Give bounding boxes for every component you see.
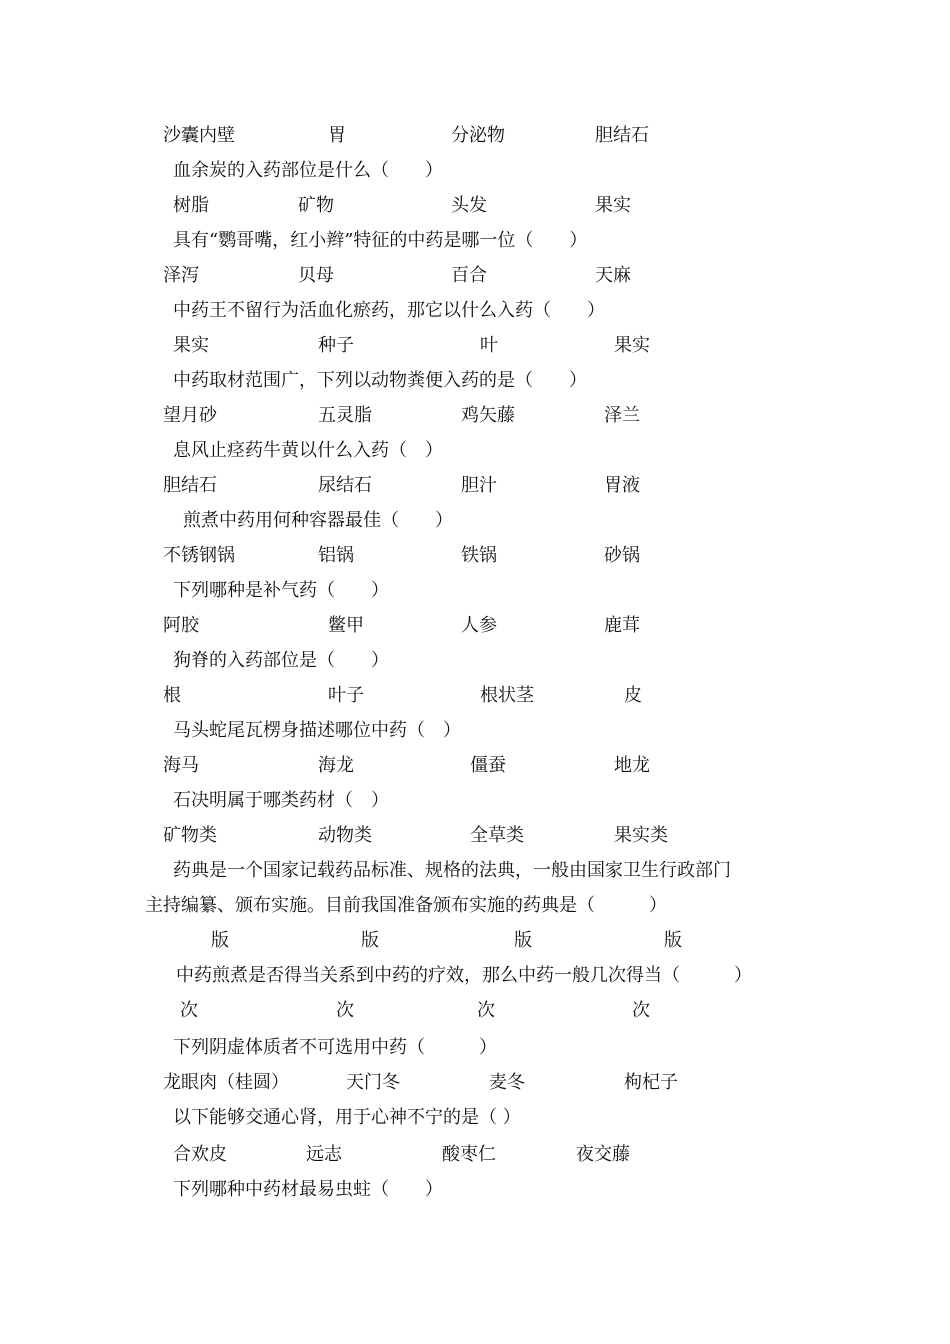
- option-a: 矿物类: [163, 825, 217, 846]
- option-d: 果实: [595, 195, 631, 216]
- option-b: 远志: [306, 1144, 342, 1165]
- option-d: 次: [632, 1000, 650, 1021]
- option-d: 版: [664, 930, 682, 951]
- option-b: 铝锅: [318, 545, 354, 566]
- question-text: 中药取材范围广，下列以动物粪便入药的是（ ）: [173, 370, 587, 391]
- option-a: 不锈钢锅: [163, 545, 235, 566]
- option-a: 次: [180, 1000, 198, 1021]
- option-d: 胆结石: [595, 125, 649, 146]
- option-b: 鳖甲: [328, 615, 364, 636]
- option-a: 泽泻: [163, 265, 199, 286]
- option-c: 叶: [480, 335, 498, 356]
- option-a: 果实: [173, 335, 209, 356]
- option-d: 果实类: [614, 825, 668, 846]
- question-text: 具有“鹦哥嘴，红小辫”特征的中药是哪一位（ ）: [173, 230, 588, 251]
- option-d: 皮: [624, 685, 642, 706]
- question-text: 血余炭的入药部位是什么（ ）: [173, 160, 443, 181]
- option-c: 次: [477, 1000, 495, 1021]
- option-b: 叶子: [328, 685, 364, 706]
- option-b: 动物类: [318, 825, 372, 846]
- option-d: 果实: [614, 335, 650, 356]
- option-c: 酸枣仁: [442, 1144, 496, 1165]
- option-d: 砂锅: [604, 545, 640, 566]
- option-c: 头发: [451, 195, 487, 216]
- option-a: 胆结石: [163, 475, 217, 496]
- option-b: 海龙: [318, 755, 354, 776]
- question-text: 马头蛇尾瓦楞身描述哪位中药（ ）: [173, 720, 461, 741]
- option-b: 矿物: [298, 195, 334, 216]
- question-text: 中药煎煮是否得当关系到中药的疗效，那么中药一般几次得当（ ）: [176, 965, 752, 986]
- option-d: 胃液: [604, 475, 640, 496]
- option-d: 天麻: [595, 265, 631, 286]
- option-c: 铁锅: [461, 545, 497, 566]
- question-text: 以下能够交通心肾，用于心神不宁的是（ ）: [173, 1107, 521, 1128]
- option-a: 树脂: [173, 195, 209, 216]
- option-d: 鹿茸: [604, 615, 640, 636]
- option-c: 分泌物: [451, 125, 505, 146]
- option-c: 版: [514, 930, 532, 951]
- option-c: 人参: [461, 615, 497, 636]
- question-text: 石决明属于哪类药材（ ）: [173, 790, 389, 811]
- option-c: 全草类: [470, 825, 524, 846]
- question-text: 中药王不留行为活血化瘀药，那它以什么入药（ ）: [173, 300, 605, 321]
- option-d: 地龙: [614, 755, 650, 776]
- question-text: 煎煮中药用何种容器最佳（ ）: [183, 510, 453, 531]
- option-b: 胃: [328, 125, 346, 146]
- question-text: 下列哪种中药材最易虫蛀（ ）: [173, 1179, 443, 1200]
- option-c: 百合: [451, 265, 487, 286]
- option-a: 海马: [163, 755, 199, 776]
- option-b: 种子: [318, 335, 354, 356]
- option-a: 根: [163, 685, 181, 706]
- option-c: 僵蚕: [470, 755, 506, 776]
- question-text: 息风止痉药牛黄以什么入药（ ）: [173, 440, 443, 461]
- option-b: 次: [336, 1000, 354, 1021]
- option-b: 五灵脂: [318, 405, 372, 426]
- option-b: 尿结石: [318, 475, 372, 496]
- option-a: 沙囊内壁: [163, 125, 235, 146]
- option-a: 望月砂: [163, 405, 217, 426]
- option-c: 胆汁: [461, 475, 497, 496]
- option-b: 贝母: [298, 265, 334, 286]
- option-a: 龙眼肉（桂圆）: [163, 1072, 289, 1093]
- question-text-line1: 药典是一个国家记载药品标准、规格的法典，一般由国家卫生行政部门: [173, 860, 731, 881]
- option-a: 合欢皮: [173, 1144, 227, 1165]
- option-a: 阿胶: [163, 615, 199, 636]
- option-c: 鸡矢藤: [461, 405, 515, 426]
- option-a: 版: [211, 930, 229, 951]
- option-d: 泽兰: [604, 405, 640, 426]
- option-b: 版: [361, 930, 379, 951]
- option-c: 麦冬: [489, 1072, 525, 1093]
- option-c: 根状茎: [480, 685, 534, 706]
- question-text: 狗脊的入药部位是（ ）: [173, 650, 389, 671]
- question-text: 下列阴虚体质者不可选用中药（ ）: [173, 1037, 497, 1058]
- question-text: 下列哪种是补气药（ ）: [173, 580, 389, 601]
- option-d: 枸杞子: [624, 1072, 678, 1093]
- option-b: 天门冬: [346, 1072, 400, 1093]
- option-d: 夜交藤: [576, 1144, 630, 1165]
- question-text-line2: 主持编纂、颁布实施。目前我国准备颁布实施的药典是（ ）: [145, 895, 667, 916]
